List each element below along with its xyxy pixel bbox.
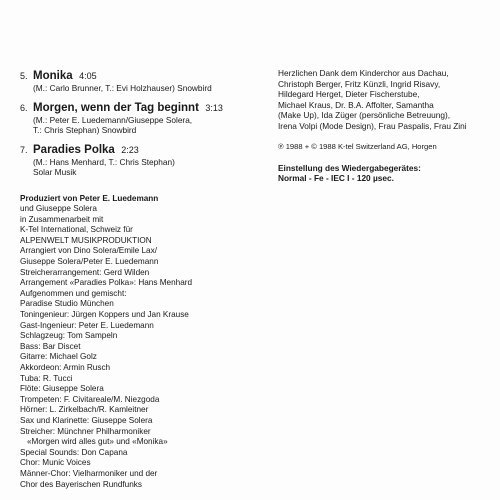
- credit-line: K-Tel International, Schweiz für: [20, 225, 133, 235]
- track-duration: 3:13: [205, 102, 223, 113]
- credit-line: Streicher: Münchner Philharmoniker: [20, 426, 151, 436]
- track-heading: [33, 142, 260, 157]
- track-heading: [33, 68, 260, 83]
- thanks-line: Christoph Berger, Fritz Künzli, Ingrid Risavy,: [278, 78, 441, 89]
- credit-line: Chor: Munic Voices: [20, 458, 91, 468]
- track-title: Monika: [33, 70, 73, 82]
- credit-line: Bass: Bar Discet: [20, 341, 81, 351]
- playback-settings: [278, 163, 493, 184]
- copyright-notice: ℗ 1988 + © 1988 K-tel Switzerland AG, Horgen: [278, 141, 437, 151]
- credit-line: Aufgenommen und gemischt:: [20, 288, 127, 298]
- track-title: Paradies Polka: [33, 143, 115, 156]
- settings-line: Normal - Fe - IEC I - 120 µsec.: [278, 173, 394, 184]
- track-heading: [33, 100, 260, 115]
- credit-line: Akkordeon: Armin Rusch: [20, 363, 111, 372]
- track-entry: [20, 142, 260, 178]
- credit-line: Special Sounds: Don Capana: [20, 447, 128, 457]
- track-credit: Solar Musik: [33, 167, 77, 177]
- right-column: [278, 68, 493, 184]
- credit-line: Toningenieur: Jürgen Koppers und Jan Krause: [20, 310, 189, 320]
- track-title: Morgen, wenn der Tag beginnt: [33, 101, 199, 114]
- credit-line: «Morgen wird alles gut» und «Monika»: [27, 437, 168, 447]
- credit-line: Flöte: Giuseppe Solera: [20, 384, 104, 394]
- track-duration: 2:23: [121, 144, 139, 155]
- thanks-line: Herzlichen Dank dem Kinderchor aus Dachau,: [278, 68, 449, 78]
- credit-line: Schlagzeug: Tom Sampeln: [20, 331, 118, 341]
- track-number: 7.: [20, 144, 28, 155]
- credit-line: Arrangiert von Dino Solera/Emile Lax/: [20, 246, 157, 256]
- track-entry: [20, 68, 260, 94]
- credit-line: Produziert von Peter E. Luedemann: [20, 193, 159, 203]
- thanks-line: Irena Volpi (Mode Design), Frau Paspalis, Frau Zini: [278, 120, 467, 131]
- track-duration: 4:05: [79, 71, 97, 81]
- credit-line: Streicherarrangement: Gerd Wilden: [20, 267, 150, 277]
- credit-line: in Zusammenarbeit mit: [20, 214, 104, 224]
- credit-line: Chor des Bayerischen Rundfunks: [20, 479, 142, 489]
- credit-line: Hörner: L. Zirkelbach/R. Kamleitner: [20, 405, 149, 415]
- credit-line: Tuba: R. Tucci: [20, 373, 73, 383]
- credit-line: Sax und Klarinette: Giuseppe Solera: [20, 415, 153, 425]
- credit-line: Männer-Chor: Vielharmoniker und der: [20, 468, 158, 478]
- track-credit: (M.: Carlo Brunner, T.: Evi Holzhauser) Snowbird: [33, 83, 212, 93]
- thanks-text: [278, 68, 493, 132]
- credit-line: Giuseppe Solera/Peter E. Luedemann: [20, 257, 159, 267]
- production-credits: [20, 194, 260, 491]
- thanks-line: Hildegard Herget, Dieter Fischerstube,: [278, 89, 420, 100]
- left-column: [20, 68, 260, 490]
- thanks-line: (Make Up), Ida Züger (persönliche Betreuung),: [278, 110, 451, 121]
- credit-line: Trompeten: F. Civitareale/M. Niezgoda: [20, 394, 160, 404]
- track-credit: (M.: Hans Menhard, T.: Chris Stephan): [33, 156, 175, 167]
- credit-line: Paradise Studio München: [20, 299, 114, 309]
- credit-line: und Giuseppe Solera: [20, 204, 97, 214]
- credit-line: ALPENWELT MUSIKPRODUKTION: [20, 235, 152, 245]
- track-number: 5.: [20, 71, 28, 81]
- track-entry: [20, 100, 260, 136]
- settings-line: Einstellung des Wiedergabegerätes:: [278, 162, 421, 173]
- credit-line: Arrangement «Paradies Polka»: Hans Menhard: [20, 278, 193, 288]
- thanks-line: Michael Kraus, Dr. B.A. Affolter, Samantha: [278, 99, 434, 110]
- track-number: 6.: [20, 102, 28, 113]
- credit-line: Gitarre: Michael Golz: [20, 352, 97, 362]
- track-credit: (M.: Peter E. Luedemann/Giuseppe Solera,: [33, 114, 193, 125]
- track-credit: T.: Chris Stephan) Snowbird: [33, 125, 137, 135]
- credit-line: Gast-Ingenieur: Peter E. Luedemann: [20, 320, 154, 330]
